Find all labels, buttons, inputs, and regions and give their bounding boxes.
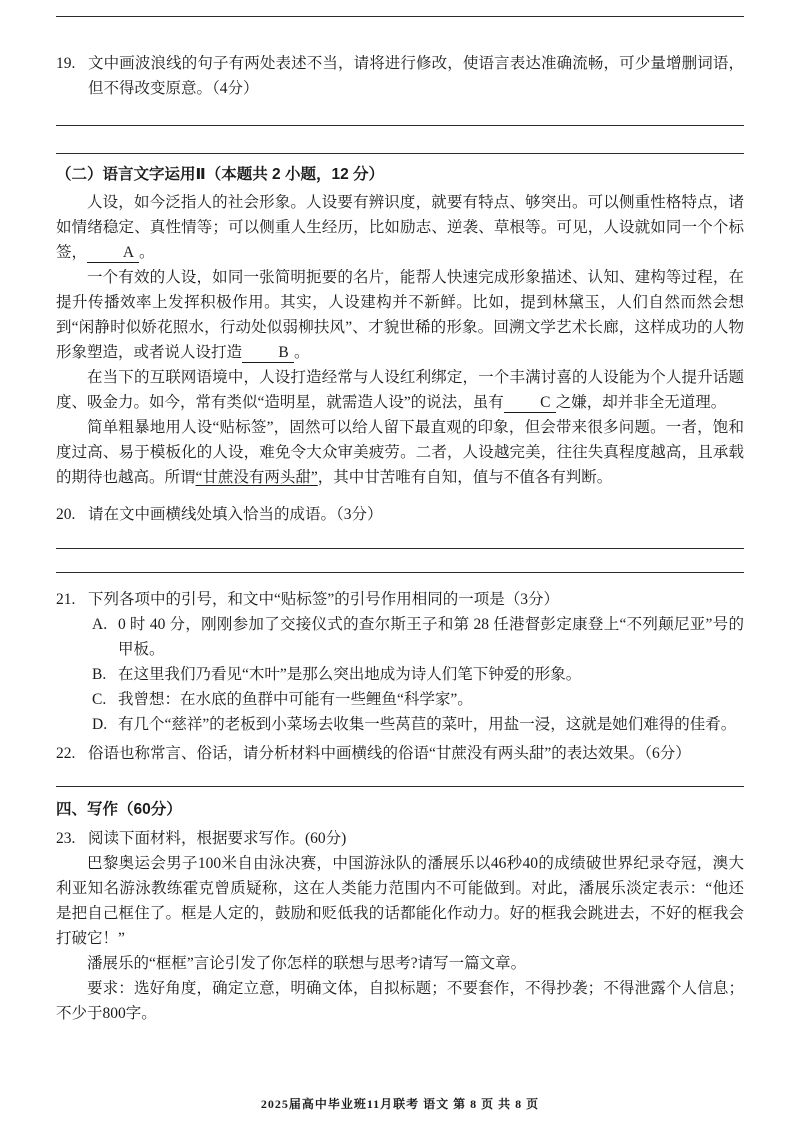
option-b-label: B. — [92, 666, 107, 683]
underlined-idiom: “甘蔗没有两头甜” — [195, 469, 318, 486]
answer-line — [56, 527, 744, 549]
paragraph-4-pre: 简单粗暴地用人设“贴标签”，固然可以给人留下最直观的印象，但会带来很多问题。一者，饱和度过高、易于模板化的人设，难免令大众审美疲劳。二者，人设越完美，往往失真程度越高，且承载的期待也越高。所谓 — [56, 419, 744, 486]
passage-paragraph-2 — [56, 265, 744, 365]
blank-B — [242, 344, 294, 363]
question-21-options — [92, 612, 744, 737]
blank-C-label: C — [540, 394, 551, 411]
option-d-text: 有几个“慈祥”的老板到小菜场去收集一些莴苣的菜叶，用盐一浸，这就是她们难得的佳肴。 — [118, 716, 737, 733]
section-heading-language-use-2: （二）语言文字运用Ⅱ（本题共 2 小题，12 分） — [56, 166, 384, 183]
question-19-text: 文中画波浪线的句子有两处表述不当，请将进行修改，使语言表达准确流畅，可少量增删词语，但不得改变原意。（4分） — [88, 55, 744, 97]
answer-line — [56, 8, 744, 17]
answer-line — [56, 126, 744, 154]
paragraph-1-end: 。 — [139, 244, 155, 261]
blank-B-label: B — [278, 344, 289, 361]
paragraph-2-end: 。 — [294, 344, 310, 361]
question-20 — [56, 502, 744, 527]
option-c-label: C. — [92, 691, 107, 708]
question-23-number: 23. — [56, 830, 76, 847]
section-divider-line — [56, 786, 744, 787]
writing-material: 巴黎奥运会男子100米自由泳决赛，中国游泳队的潘展乐以46秒40的成绩破世界纪录夺冠，澳大利亚知名游泳教练霍克曾质疑称，这在人类能力范围内不可能做到。对此，潘展乐淡定表示：“他还是把自己框住了。框是人定的，鼓励和贬低我的话都能化作动力。好的框我会跳进去，不好的框我会打破它！” — [56, 855, 744, 947]
paragraph-3-post: 之嫌，却并非全无道理。 — [555, 394, 727, 411]
passage-paragraph-1 — [56, 190, 744, 265]
paragraph-2-text: 一个有效的人设，如同一张简明扼要的名片，能帮人快速完成形象描述、认知、建构等过程，在提升传播效率上发挥积极作用。其实，人设建构并不新鲜。比如，提到林黛玉，人们自然而然会想到“闲静时似娇花照水，行动处似弱柳扶风”、才貌世稀的形象。回溯文学艺术长廊，这样成功的人物形象塑造，或者说人设打造 — [56, 269, 744, 361]
question-21-number: 21. — [56, 591, 76, 608]
answer-line — [56, 101, 744, 126]
paragraph-1-text: 人设，如今泛指人的社会形象。人设要有辨识度，就要有特点、够突出。可以侧重性格特点，诸如情绪稳定、真性情等；可以侧重人生经历，比如励志、逆袭、草根等。可见，人设就如同一个个标签， — [56, 194, 744, 261]
question-22-number: 22. — [56, 745, 76, 762]
option-d — [92, 712, 744, 737]
blank-C — [504, 394, 556, 413]
option-c-text: 我曾想：在水底的鱼群中可能有一些鲤鱼“科学家”。 — [118, 691, 473, 708]
question-19-number: 19. — [56, 55, 76, 72]
passage-paragraph-3 — [56, 365, 744, 415]
question-19 — [56, 51, 744, 101]
option-a — [92, 612, 744, 662]
passage-paragraph-4 — [56, 415, 744, 490]
option-d-label: D. — [92, 716, 108, 733]
option-a-label: A. — [92, 616, 108, 633]
writing-prompt: 潘展乐的“框框”言论引发了你怎样的联想与思考?请写一篇文章。 — [87, 955, 527, 972]
section-heading-writing: 四、写作（60分） — [56, 801, 182, 818]
writing-requirements: 要求：选好角度，确定立意，明确文体，自拟标题；不要套作，不得抄袭；不得泄露个人信息；不少于800字。 — [56, 980, 744, 1022]
question-22-text: 俗语也称常言、俗话，请分析材料中画横线的俗语“甘蔗没有两头甜”的表达效果。（6分） — [88, 745, 691, 762]
question-20-number: 20. — [56, 506, 76, 523]
paragraph-3-pre: 在当下的互联网语境中，人设打造经常与人设红利绑定，一个丰满讨喜的人设能为个人提升话题度、吸金力。如今，常有类似“造明星，就需造人设”的说法，虽有 — [56, 369, 744, 411]
paragraph-4-post: ，其中甘苦唯有自知，值与不值各有判断。 — [317, 469, 613, 486]
blank-A — [87, 244, 139, 263]
question-23 — [56, 826, 744, 851]
option-b-text: 在这里我们乃看见“木叶”是那么突出地成为诗人们笔下钟爱的形象。 — [118, 666, 582, 683]
blank-A-label: A — [122, 244, 135, 261]
page-footer: 2025届高中毕业班11月联考 语文 第 8 页 共 8 页 — [260, 1097, 540, 1111]
option-c — [92, 687, 744, 712]
question-21-text: 下列各项中的引号，和文中“贴标签”的引号作用相同的一项是（3分） — [88, 591, 560, 608]
question-21 — [56, 587, 744, 612]
option-a-text: 0 时 40 分，刚刚参加了交接仪式的查尔斯王子和第 28 任港督彭定康登上“不列颠尼亚”号的甲板。 — [118, 616, 744, 658]
question-20-text: 请在文中画横线处填入恰当的成语。（3分） — [88, 506, 383, 523]
answer-line — [56, 549, 744, 573]
option-b — [92, 662, 744, 687]
question-23-text: 阅读下面材料，根据要求写作。(60分) — [88, 830, 347, 847]
question-22 — [56, 741, 744, 766]
